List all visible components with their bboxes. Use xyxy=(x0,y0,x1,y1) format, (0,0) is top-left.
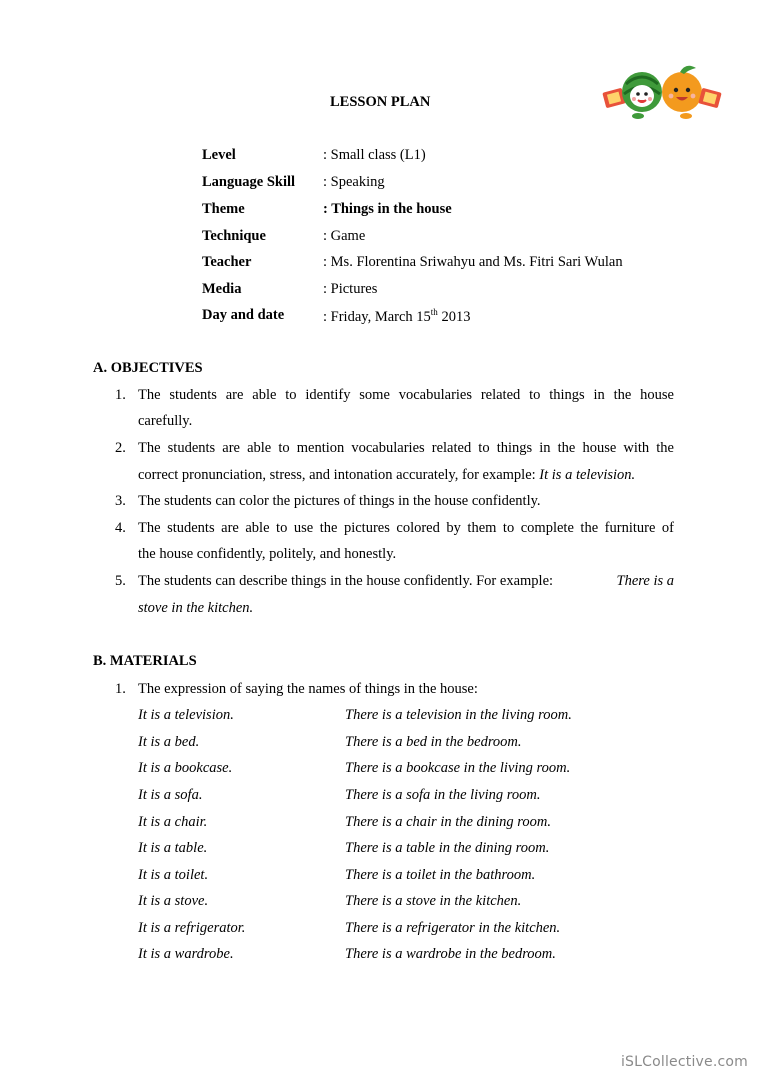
objective-text: The students can color the pictures of things in the house confidently. xyxy=(138,493,541,509)
objectives-heading: A. OBJECTIVES xyxy=(93,360,203,376)
expression-short: It is a stove. xyxy=(138,893,209,909)
objective-text: the house confidently, politely, and honestly. xyxy=(138,546,397,562)
expression-long: There is a sofa in the living room. xyxy=(345,787,541,803)
info-label: Level xyxy=(202,147,236,163)
objective-text xyxy=(138,467,674,484)
example-text: stove in the kitchen. xyxy=(138,600,254,616)
info-label: Day and date xyxy=(202,307,285,323)
objective-text: The students are able to use the pictures colored by them to complete the furniture of xyxy=(138,520,674,536)
materials-text: The expression of saying the names of things in the house: xyxy=(138,681,478,697)
materials-heading: B. MATERIALS xyxy=(93,653,197,669)
info-label: Theme xyxy=(202,201,245,217)
list-number: 2. xyxy=(115,440,126,456)
expression-long: There is a television in the living room. xyxy=(345,707,572,723)
fruit-mascots-reading-icon xyxy=(600,60,724,124)
list-number: 1. xyxy=(115,387,126,403)
expression-short: It is a bed. xyxy=(138,734,200,750)
expression-short: It is a wardrobe. xyxy=(138,946,234,962)
expression-short: It is a toilet. xyxy=(138,867,209,883)
expression-long: There is a bed in the bedroom. xyxy=(345,734,522,750)
objective-text-part: correct pronunciation, stress, and intonation accurately, for example: xyxy=(138,467,540,483)
expression-long: There is a stove in the kitchen. xyxy=(345,893,522,909)
info-value: : Ms. Florentina Sriwahyu and Ms. Fitri Sari Wulan xyxy=(323,254,623,270)
page-title: LESSON PLAN xyxy=(330,94,431,110)
expression-long: There is a table in the dining room. xyxy=(345,840,550,856)
info-label: Language Skill xyxy=(202,174,296,190)
date-text: : Friday, March 15 xyxy=(323,308,431,325)
expression-short: It is a chair. xyxy=(138,814,208,830)
list-number: 5. xyxy=(115,573,126,589)
expression-long: There is a bookcase in the living room. xyxy=(345,760,571,776)
list-number: 1. xyxy=(115,681,126,697)
info-value: : Pictures xyxy=(323,281,378,297)
objective-text: carefully. xyxy=(138,413,193,429)
example-text: It is a television. xyxy=(539,467,636,483)
objective-text-part: The students can describe things in the house confidently. For example: xyxy=(138,573,554,589)
info-label: Technique xyxy=(202,228,266,244)
expression-short: It is a table. xyxy=(138,840,208,856)
expression-long: There is a wardrobe in the bedroom. xyxy=(345,946,556,962)
example-text: There is a xyxy=(616,573,674,589)
expression-short: It is a bookcase. xyxy=(138,760,233,776)
expression-short: It is a refrigerator. xyxy=(138,920,246,936)
date-year: 2013 xyxy=(437,308,471,325)
list-number: 3. xyxy=(115,493,126,509)
objective-text: The students are able to mention vocabularies related to things in the house with the xyxy=(138,440,674,456)
info-label: Media xyxy=(202,281,242,297)
expression-long: There is a toilet in the bathroom. xyxy=(345,867,536,883)
list-number: 4. xyxy=(115,520,126,536)
expression-long: There is a refrigerator in the kitchen. xyxy=(345,920,561,936)
info-value-date xyxy=(323,307,470,326)
expression-long: There is a chair in the dining room. xyxy=(345,814,551,830)
info-value: : Things in the house xyxy=(323,201,452,217)
info-value: : Small class (L1) xyxy=(323,147,426,163)
info-label: Teacher xyxy=(202,254,252,270)
objective-text: The students are able to identify some vocabularies related to things in the house xyxy=(138,387,674,403)
expression-short: It is a television. xyxy=(138,707,234,723)
info-value: : Game xyxy=(323,228,366,244)
expression-short: It is a sofa. xyxy=(138,787,203,803)
info-value: : Speaking xyxy=(323,174,385,190)
objective-text xyxy=(138,573,674,590)
date-suffix: th xyxy=(430,307,438,317)
site-watermark: iSLCollective.com xyxy=(620,1054,748,1070)
